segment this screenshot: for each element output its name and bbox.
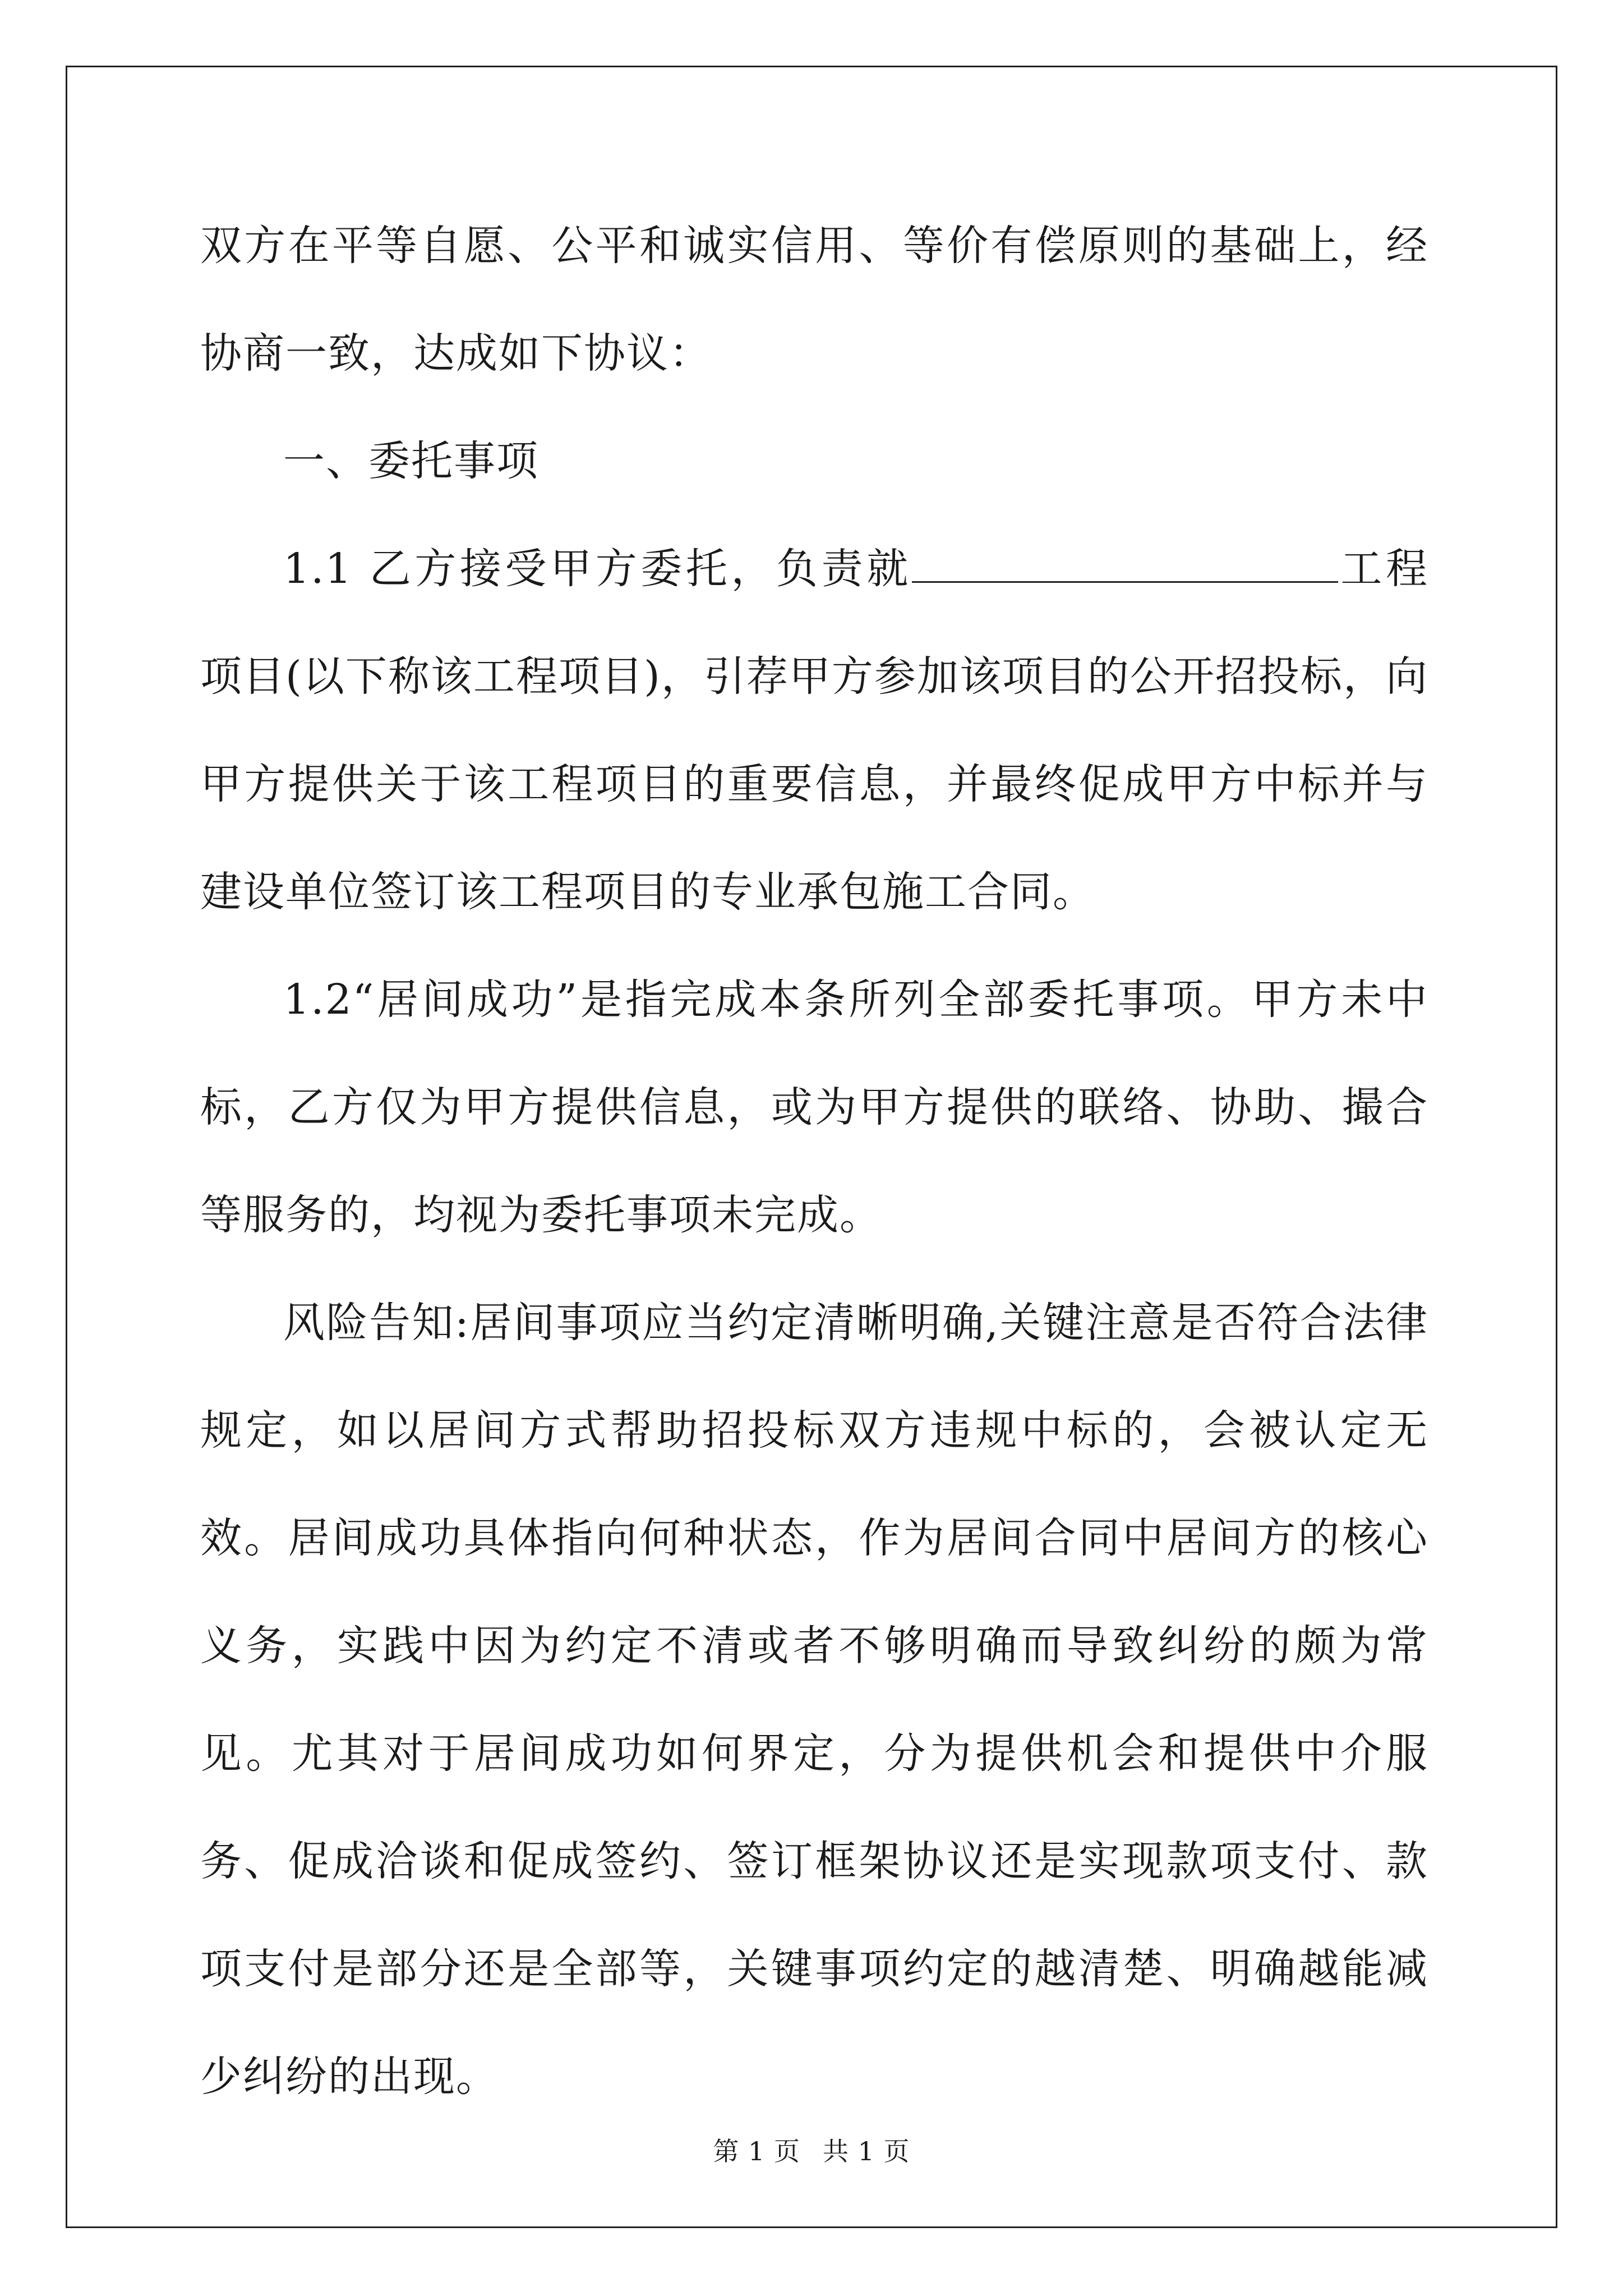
- risk-notice-paragraph: 风险告知:居间事项应当约定清晰明确,关键注意是否符合法律规定，如以居间方式帮助招投标双方违规中标的，会被认定无效。居间成功具体指向何种状态，作为居间合同中居间方的核心义务，实践中因为约定不清或者不够明确而导致纠纷的颇为常见。尤其对于居间成功如何界定，分为提供机会和提供中介服务、促成洽谈和促成签约、签订框架协议还是实现款项支付、款项支付是部分还是全部等，关键事项约定的越清楚、明确越能减少纠纷的出现。: [200, 1299, 1428, 2101]
- project-name-blank: [912, 547, 1338, 583]
- section-heading: 一、委托事项: [283, 437, 539, 485]
- page-number: 第 1 页: [713, 2136, 800, 2166]
- intro-paragraph: 双方在平等自愿、公平和诚实信用、等价有偿原则的基础上，经协商一致，达成如下协议：: [200, 222, 1428, 378]
- document-body: [200, 192, 1428, 2131]
- clause-1-2: 1.2“居间成功”是指完成本条所列全部委托事项。甲方未中标，乙方仅为甲方提供信息，或为甲方提供的联络、协助、撮合等服务的，均视为委托事项未完成。: [200, 976, 1428, 1239]
- clause-1-1: [200, 515, 1428, 946]
- clause-1-1-lead: 1.1 乙方接受甲方委托，负责就: [283, 545, 912, 593]
- clause-1-1-rest: 工程项目(以下称该工程项目)，引荐甲方参加该项目的公开招投标，向甲方提供关于该工程项目的重要信息，并最终促成甲方中标并与建设单位签订该工程项目的专业承包施工合同。: [200, 545, 1428, 916]
- page-total: 共 1 页: [823, 2136, 910, 2166]
- page-footer: [0, 2134, 1623, 2168]
